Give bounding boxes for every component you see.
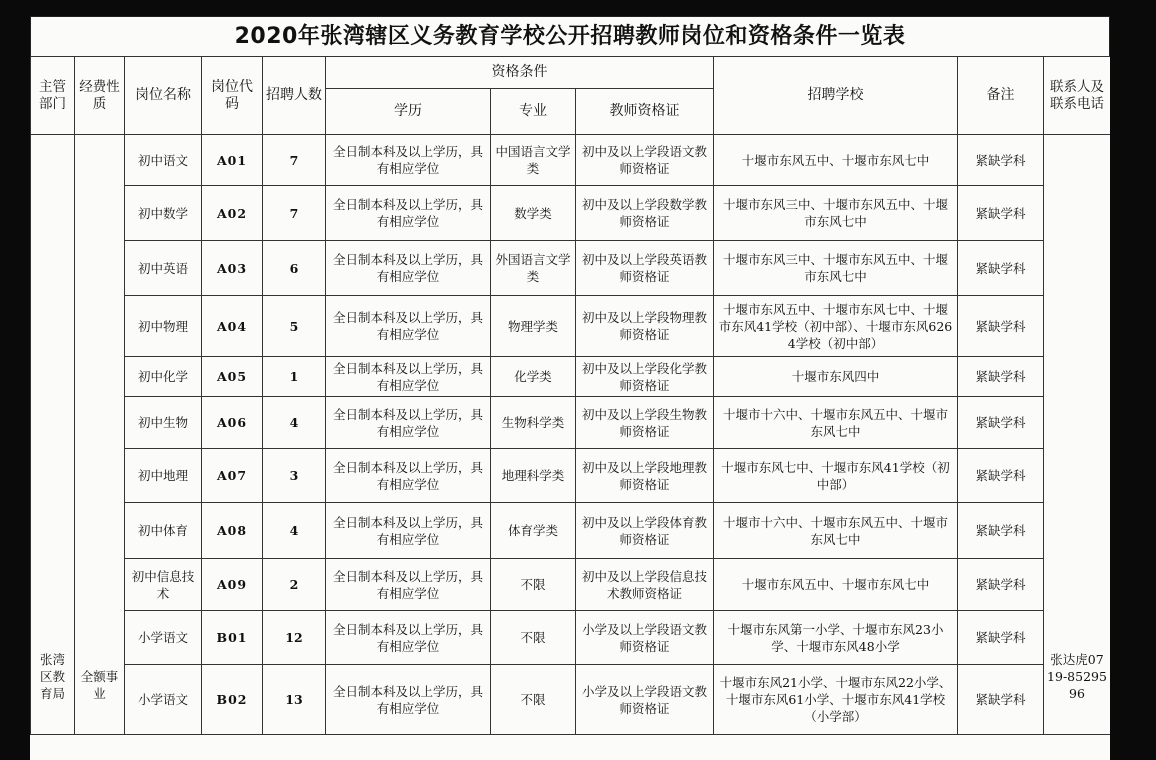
schools-cell: 十堰市东风五中、十堰市东风七中: [714, 559, 958, 611]
table-row: [31, 665, 1111, 735]
count-cell: 5: [263, 296, 326, 357]
schools-cell: 十堰市东风五中、十堰市东风七中: [714, 135, 958, 186]
certificate-cell: 初中及以上学段地理教师资格证: [576, 449, 714, 503]
education-cell: 全日制本科及以上学历，具有相应学位: [326, 241, 491, 296]
post-code-cell: A07: [202, 449, 263, 503]
certificate-cell: 初中及以上学段物理教师资格证: [576, 296, 714, 357]
post-name-cell: 初中物理: [125, 296, 202, 357]
count-cell: 7: [263, 135, 326, 186]
certificate-cell: 初中及以上学段化学教师资格证: [576, 357, 714, 397]
table-row: [31, 357, 1111, 397]
post-code-cell: B01: [202, 611, 263, 665]
education-cell: 全日制本科及以上学历，具有相应学位: [326, 296, 491, 357]
major-cell: 不限: [491, 611, 576, 665]
post-code-cell: A04: [202, 296, 263, 357]
remark-cell: 紧缺学科: [958, 665, 1044, 735]
table-row: [31, 503, 1111, 559]
major-cell: 生物科学类: [491, 397, 576, 449]
header-funding: 经费性质: [75, 57, 125, 135]
major-cell: 数学类: [491, 186, 576, 241]
major-cell: 化学类: [491, 357, 576, 397]
education-cell: 全日制本科及以上学历，具有相应学位: [326, 665, 491, 735]
certificate-cell: 初中及以上学段体育教师资格证: [576, 503, 714, 559]
contact-cell: 张达虎0719-8529596: [1044, 135, 1111, 735]
schools-cell: 十堰市东风五中、十堰市东风七中、十堰市东风41学校（初中部）、十堰市东风6264学校（初中部）: [714, 296, 958, 357]
remark-cell: 紧缺学科: [958, 135, 1044, 186]
post-code-cell: A08: [202, 503, 263, 559]
count-cell: 7: [263, 186, 326, 241]
education-cell: 全日制本科及以上学历，具有相应学位: [326, 559, 491, 611]
post-name-cell: 初中语文: [125, 135, 202, 186]
education-cell: 全日制本科及以上学历，具有相应学位: [326, 186, 491, 241]
remark-cell: 紧缺学科: [958, 296, 1044, 357]
post-name-cell: 初中生物: [125, 397, 202, 449]
certificate-cell: 初中及以上学段生物教师资格证: [576, 397, 714, 449]
major-cell: 外国语言文学类: [491, 241, 576, 296]
count-cell: 4: [263, 397, 326, 449]
education-cell: 全日制本科及以上学历，具有相应学位: [326, 611, 491, 665]
remark-cell: 紧缺学科: [958, 559, 1044, 611]
schools-cell: 十堰市东风七中、十堰市东风41学校（初中部）: [714, 449, 958, 503]
remark-cell: 紧缺学科: [958, 186, 1044, 241]
post-name-cell: 初中信息技术: [125, 559, 202, 611]
count-cell: 6: [263, 241, 326, 296]
post-name-cell: 初中地理: [125, 449, 202, 503]
major-cell: 地理科学类: [491, 449, 576, 503]
header-dept: 主管部门: [31, 57, 75, 135]
post-name-cell: 初中英语: [125, 241, 202, 296]
major-cell: 中国语言文学类: [491, 135, 576, 186]
education-cell: 全日制本科及以上学历，具有相应学位: [326, 503, 491, 559]
certificate-cell: 初中及以上学段数学教师资格证: [576, 186, 714, 241]
remark-cell: 紧缺学科: [958, 449, 1044, 503]
schools-cell: 十堰市东风四中: [714, 357, 958, 397]
header-major: 专业: [491, 89, 576, 135]
post-code-cell: A02: [202, 186, 263, 241]
header-post-code: 岗位代码: [202, 57, 263, 135]
post-code-cell: A05: [202, 357, 263, 397]
schools-cell: 十堰市东风第一小学、十堰市东风23小学、十堰市东风48小学: [714, 611, 958, 665]
recruitment-table: [30, 56, 1110, 735]
education-cell: 全日制本科及以上学历，具有相应学位: [326, 397, 491, 449]
post-name-cell: 初中化学: [125, 357, 202, 397]
header-count: 招聘人数: [263, 57, 326, 135]
schools-cell: 十堰市东风三中、十堰市东风五中、十堰市东风七中: [714, 241, 958, 296]
count-cell: 2: [263, 559, 326, 611]
schools-cell: 十堰市十六中、十堰市东风五中、十堰市东风七中: [714, 397, 958, 449]
education-cell: 全日制本科及以上学历，具有相应学位: [326, 357, 491, 397]
post-code-cell: B02: [202, 665, 263, 735]
count-cell: 4: [263, 503, 326, 559]
post-name-cell: 小学语文: [125, 611, 202, 665]
certificate-cell: 小学及以上学段语文教师资格证: [576, 611, 714, 665]
header-education: 学历: [326, 89, 491, 135]
schools-cell: 十堰市东风21小学、十堰市东风22小学、十堰市东风61小学、十堰市东风41学校（小学部）: [714, 665, 958, 735]
post-code-cell: A01: [202, 135, 263, 186]
education-cell: 全日制本科及以上学历，具有相应学位: [326, 135, 491, 186]
major-cell: 体育学类: [491, 503, 576, 559]
table-row: [31, 135, 1111, 186]
table-body: [31, 135, 1111, 735]
dept-cell: 张湾区教育局: [31, 135, 75, 735]
count-cell: 1: [263, 357, 326, 397]
count-cell: 13: [263, 665, 326, 735]
page-title: 2020年张湾辖区义务教育学校公开招聘教师岗位和资格条件一览表: [30, 16, 1110, 56]
certificate-cell: 小学及以上学段语文教师资格证: [576, 665, 714, 735]
education-cell: 全日制本科及以上学历，具有相应学位: [326, 449, 491, 503]
table-row: [31, 611, 1111, 665]
remark-cell: 紧缺学科: [958, 503, 1044, 559]
remark-cell: 紧缺学科: [958, 611, 1044, 665]
certificate-cell: 初中及以上学段信息技术教师资格证: [576, 559, 714, 611]
header-schools: 招聘学校: [714, 57, 958, 135]
table-row: [31, 559, 1111, 611]
count-cell: 12: [263, 611, 326, 665]
table-row: [31, 449, 1111, 503]
major-cell: 不限: [491, 559, 576, 611]
count-cell: 3: [263, 449, 326, 503]
table-row: [31, 241, 1111, 296]
header-qualifications: 资格条件: [326, 57, 714, 89]
header-post-name: 岗位名称: [125, 57, 202, 135]
certificate-cell: 初中及以上学段语文教师资格证: [576, 135, 714, 186]
remark-cell: 紧缺学科: [958, 241, 1044, 296]
post-code-cell: A06: [202, 397, 263, 449]
schools-cell: 十堰市十六中、十堰市东风五中、十堰市东风七中: [714, 503, 958, 559]
table-row: [31, 397, 1111, 449]
table-row: [31, 186, 1111, 241]
post-code-cell: A03: [202, 241, 263, 296]
header-contact: 联系人及联系电话: [1044, 57, 1111, 135]
table-row: [31, 296, 1111, 357]
certificate-cell: 初中及以上学段英语教师资格证: [576, 241, 714, 296]
major-cell: 物理学类: [491, 296, 576, 357]
major-cell: 不限: [491, 665, 576, 735]
document-sheet: [30, 16, 1110, 760]
header-remark: 备注: [958, 57, 1044, 135]
schools-cell: 十堰市东风三中、十堰市东风五中、十堰市东风七中: [714, 186, 958, 241]
funding-cell: 全额事业: [75, 135, 125, 735]
header-certificate: 教师资格证: [576, 89, 714, 135]
post-name-cell: 初中体育: [125, 503, 202, 559]
post-name-cell: 小学语文: [125, 665, 202, 735]
post-name-cell: 初中数学: [125, 186, 202, 241]
remark-cell: 紧缺学科: [958, 397, 1044, 449]
post-code-cell: A09: [202, 559, 263, 611]
remark-cell: 紧缺学科: [958, 357, 1044, 397]
